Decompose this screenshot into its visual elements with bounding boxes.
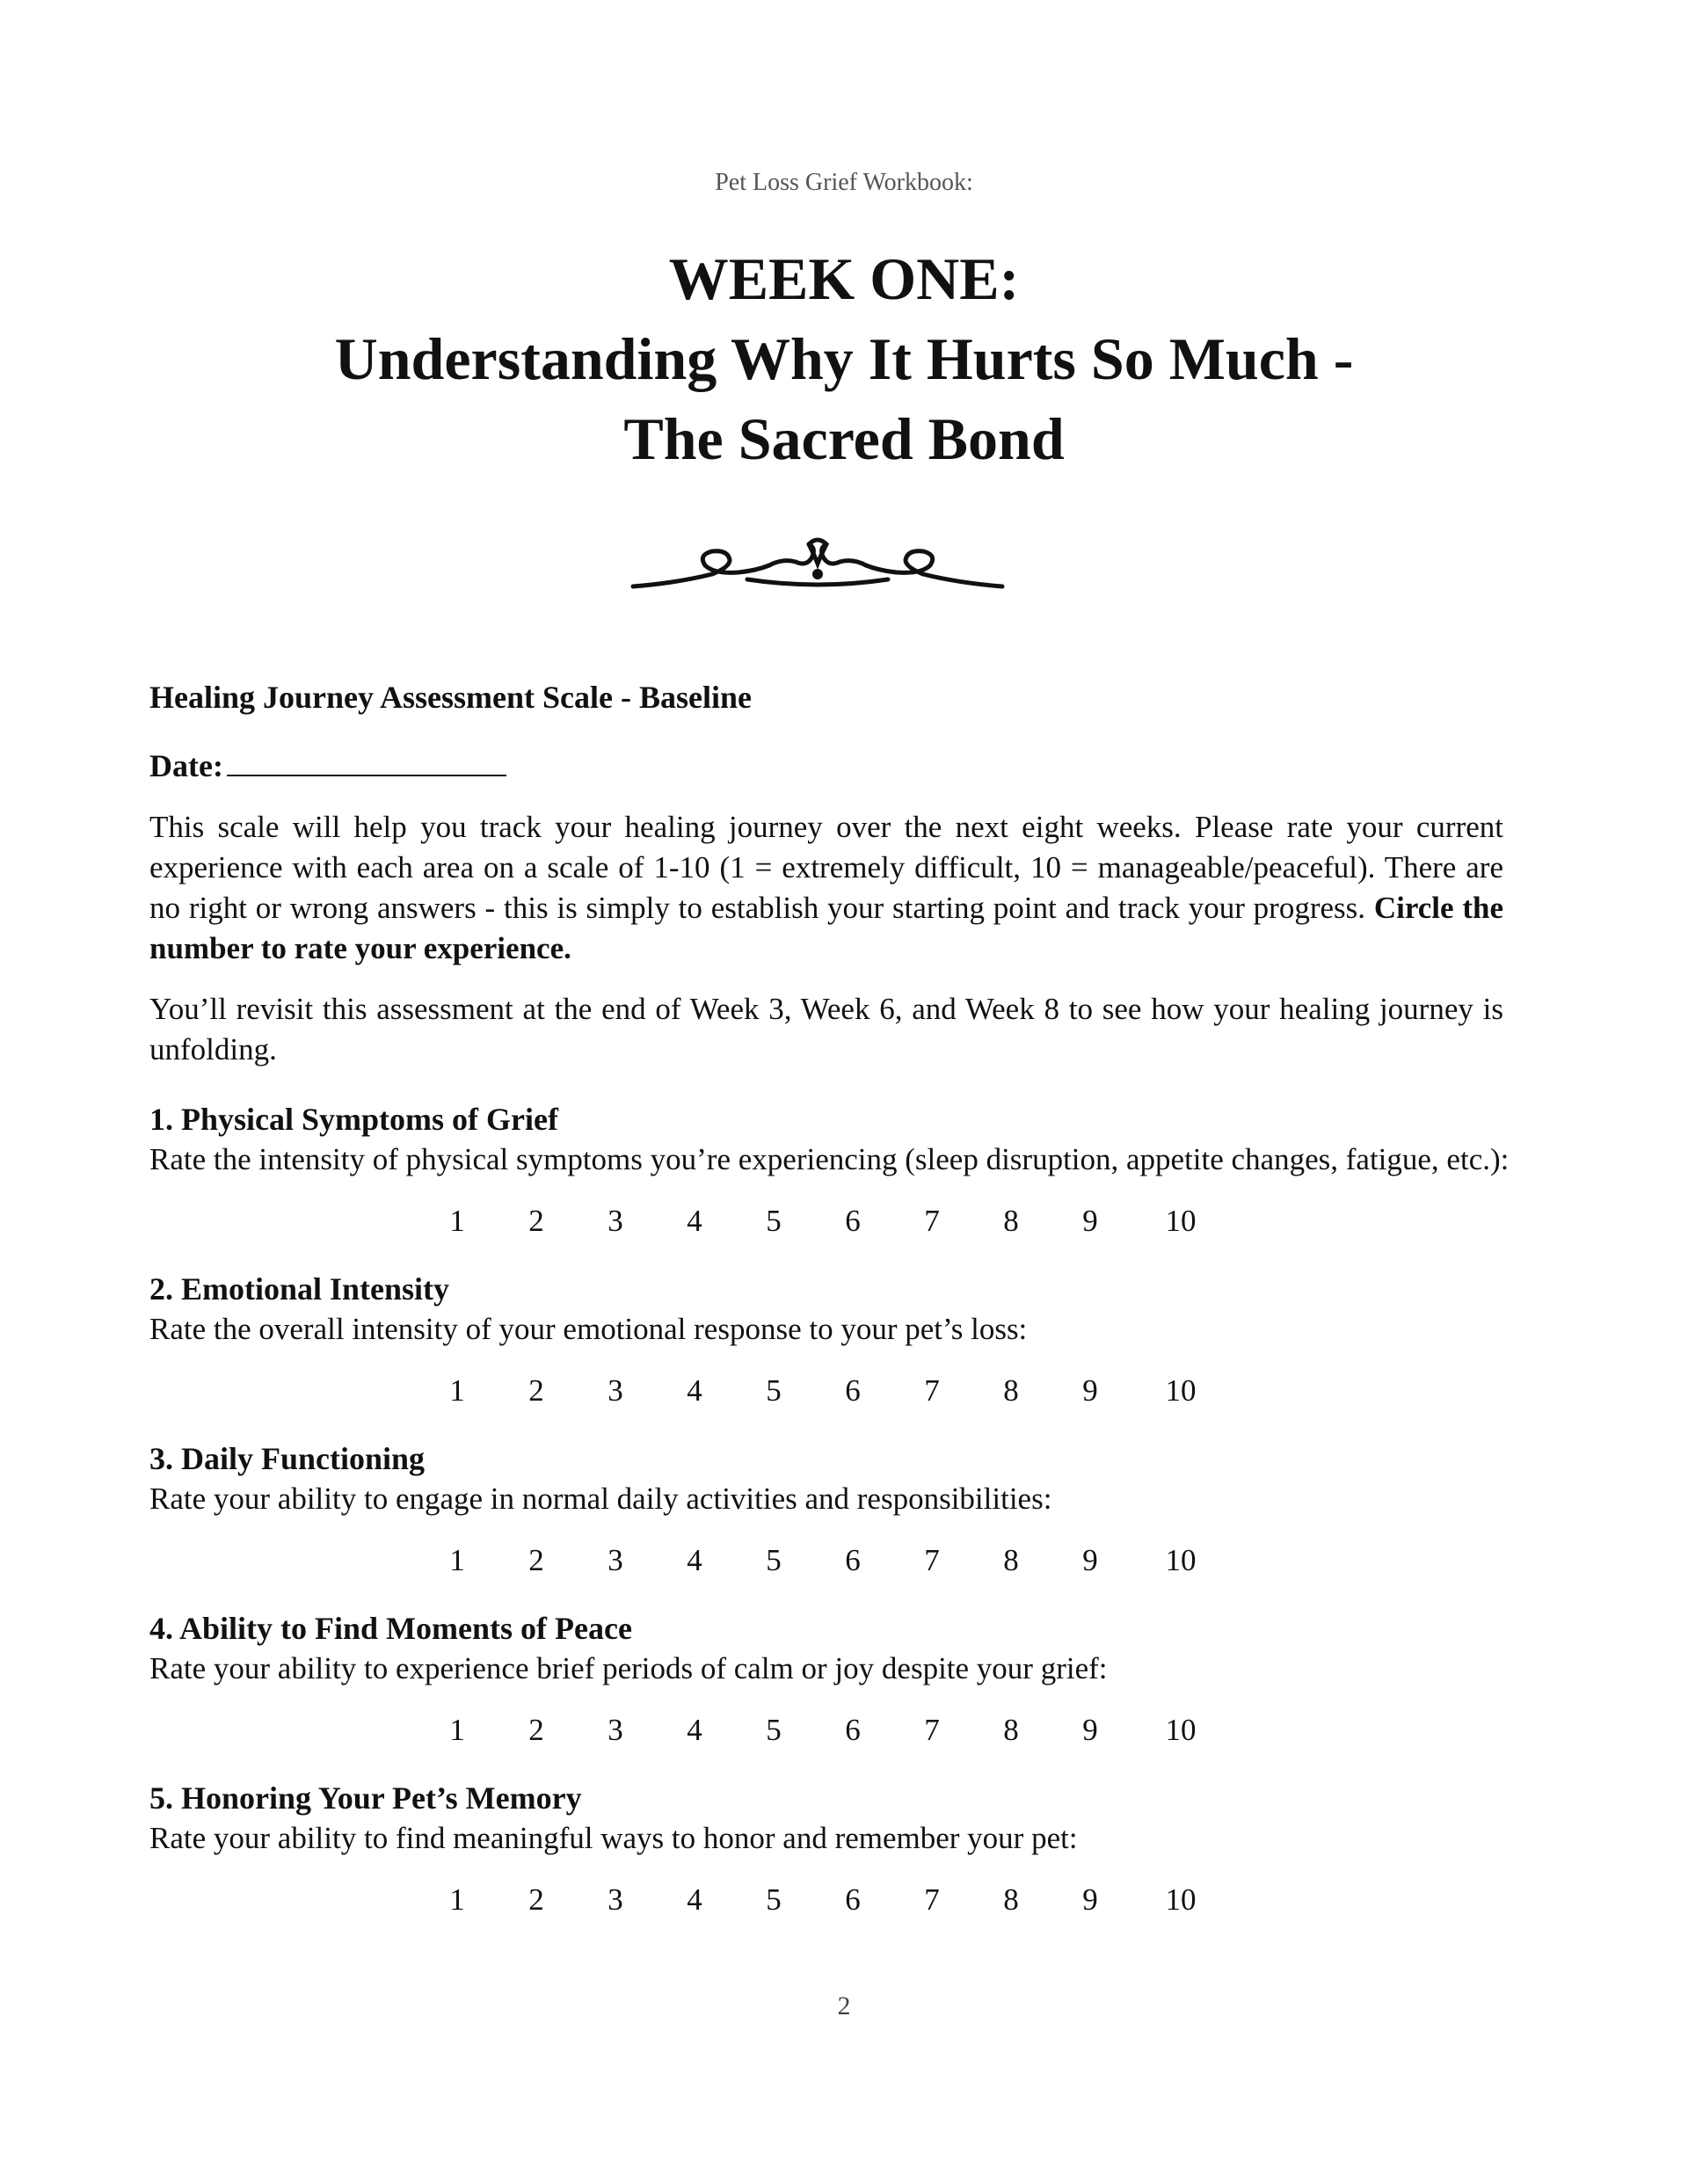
rating-option-8[interactable]: 8 [1003,1882,1019,1917]
rating-option-1[interactable]: 1 [449,1543,465,1577]
rating-option-10[interactable]: 10 [1165,1204,1197,1238]
rating-option-2[interactable]: 2 [528,1882,544,1917]
rating-option-6[interactable]: 6 [845,1713,861,1747]
rating-option-1[interactable]: 1 [449,1204,465,1238]
intro-text: This scale will help you track your healing journey over the next eight weeks. Please rate your current experience with each area on a scale of 1-10 (1 = extremely difficult, 10 = manageable/peaceful). There are no right or wrong answers - this is simply to establish your starting point and track your progress. [149,810,1503,925]
date-field[interactable] [149,747,506,784]
running-head: Pet Loss Grief Workbook: [715,169,973,196]
item-title: 4. Ability to Find Moments of Peace [149,1611,632,1646]
rating-option-4[interactable]: 4 [687,1882,702,1917]
rating-option-6[interactable]: 6 [845,1204,861,1238]
rating-option-2[interactable]: 2 [528,1713,544,1747]
rating-option-5[interactable]: 5 [766,1204,782,1238]
rating-scale [149,1710,1503,1751]
item-title: 2. Emotional Intensity [149,1271,450,1307]
rating-option-9[interactable]: 9 [1082,1373,1098,1408]
rating-option-2[interactable]: 2 [528,1543,544,1577]
rating-option-3[interactable]: 3 [608,1543,623,1577]
rating-option-9[interactable]: 9 [1082,1543,1098,1577]
title-line-2: Understanding Why It Hurts So Much - [334,325,1354,392]
flourish-divider-icon [624,532,1011,602]
assessment-item [149,1269,1503,1408]
rating-option-5[interactable]: 5 [766,1373,782,1408]
page-number: 2 [837,1991,851,2020]
rating-option-7[interactable]: 7 [924,1713,940,1747]
intro-instruction: Circle the number to rate your experience. [149,891,1504,965]
rating-option-7[interactable]: 7 [924,1543,940,1577]
assessment-heading: Healing Journey Assessment Scale - Baseline [149,680,752,715]
rating-option-8[interactable]: 8 [1003,1373,1019,1408]
rating-option-8[interactable]: 8 [1003,1713,1019,1747]
item-description: Rate your ability to find meaningful ways to honor and remember your pet: [149,1821,1078,1855]
rating-option-3[interactable]: 3 [608,1204,623,1238]
rating-option-10[interactable]: 10 [1165,1543,1197,1577]
date-blank-line[interactable] [227,748,506,776]
item-title: 1. Physical Symptoms of Grief [149,1102,558,1137]
title-line-3: The Sacred Bond [623,405,1065,472]
intro-paragraph [149,807,1503,969]
rating-option-10[interactable]: 10 [1165,1373,1197,1408]
rating-option-9[interactable]: 9 [1082,1713,1098,1747]
rating-option-10[interactable]: 10 [1165,1713,1197,1747]
rating-option-9[interactable]: 9 [1082,1882,1098,1917]
page-title [0,239,1688,479]
rating-option-7[interactable]: 7 [924,1204,940,1238]
rating-option-5[interactable]: 5 [766,1713,782,1747]
assessment-item [149,1778,1503,1917]
item-title: 3. Daily Functioning [149,1441,426,1476]
revisit-paragraph: You’ll revisit this assessment at the end of Week 3, Week 6, and Week 8 to see how your healing journey is unfolding. [149,992,1503,1067]
rating-option-5[interactable]: 5 [766,1882,782,1917]
rating-option-8[interactable]: 8 [1003,1204,1019,1238]
rating-option-1[interactable]: 1 [449,1882,465,1917]
rating-scale [149,1540,1503,1581]
rating-option-4[interactable]: 4 [687,1204,702,1238]
assessment-item [149,1438,1503,1577]
item-description: Rate your ability to experience brief periods of calm or joy despite your grief: [149,1651,1108,1685]
rating-option-3[interactable]: 3 [608,1713,623,1747]
rating-option-2[interactable]: 2 [528,1373,544,1408]
rating-option-1[interactable]: 1 [449,1373,465,1408]
item-description: Rate the intensity of physical symptoms you’re experiencing (sleep disruption, appetite changes, fatigue, etc.): [149,1142,1510,1176]
rating-option-9[interactable]: 9 [1082,1204,1098,1238]
date-label: Date: [149,748,223,783]
rating-option-10[interactable]: 10 [1165,1882,1197,1917]
item-description: Rate your ability to engage in normal daily activities and responsibilities: [149,1481,1052,1516]
rating-scale [149,1201,1503,1241]
rating-scale [149,1880,1503,1920]
rating-option-2[interactable]: 2 [528,1204,544,1238]
rating-option-6[interactable]: 6 [845,1882,861,1917]
rating-option-6[interactable]: 6 [845,1373,861,1408]
rating-option-4[interactable]: 4 [687,1543,702,1577]
rating-option-7[interactable]: 7 [924,1373,940,1408]
assessment-item [149,1608,1503,1747]
rating-option-8[interactable]: 8 [1003,1543,1019,1577]
rating-option-5[interactable]: 5 [766,1543,782,1577]
assessment-item [149,1099,1510,1238]
rating-option-3[interactable]: 3 [608,1373,623,1408]
rating-option-4[interactable]: 4 [687,1373,702,1408]
item-title: 5. Honoring Your Pet’s Memory [149,1780,582,1816]
rating-option-1[interactable]: 1 [449,1713,465,1747]
rating-option-3[interactable]: 3 [608,1882,623,1917]
rating-option-4[interactable]: 4 [687,1713,702,1747]
rating-scale [149,1371,1503,1411]
item-description: Rate the overall intensity of your emotional response to your pet’s loss: [149,1312,1028,1346]
rating-option-6[interactable]: 6 [845,1543,861,1577]
title-line-1: WEEK ONE: [668,245,1020,312]
rating-option-7[interactable]: 7 [924,1882,940,1917]
